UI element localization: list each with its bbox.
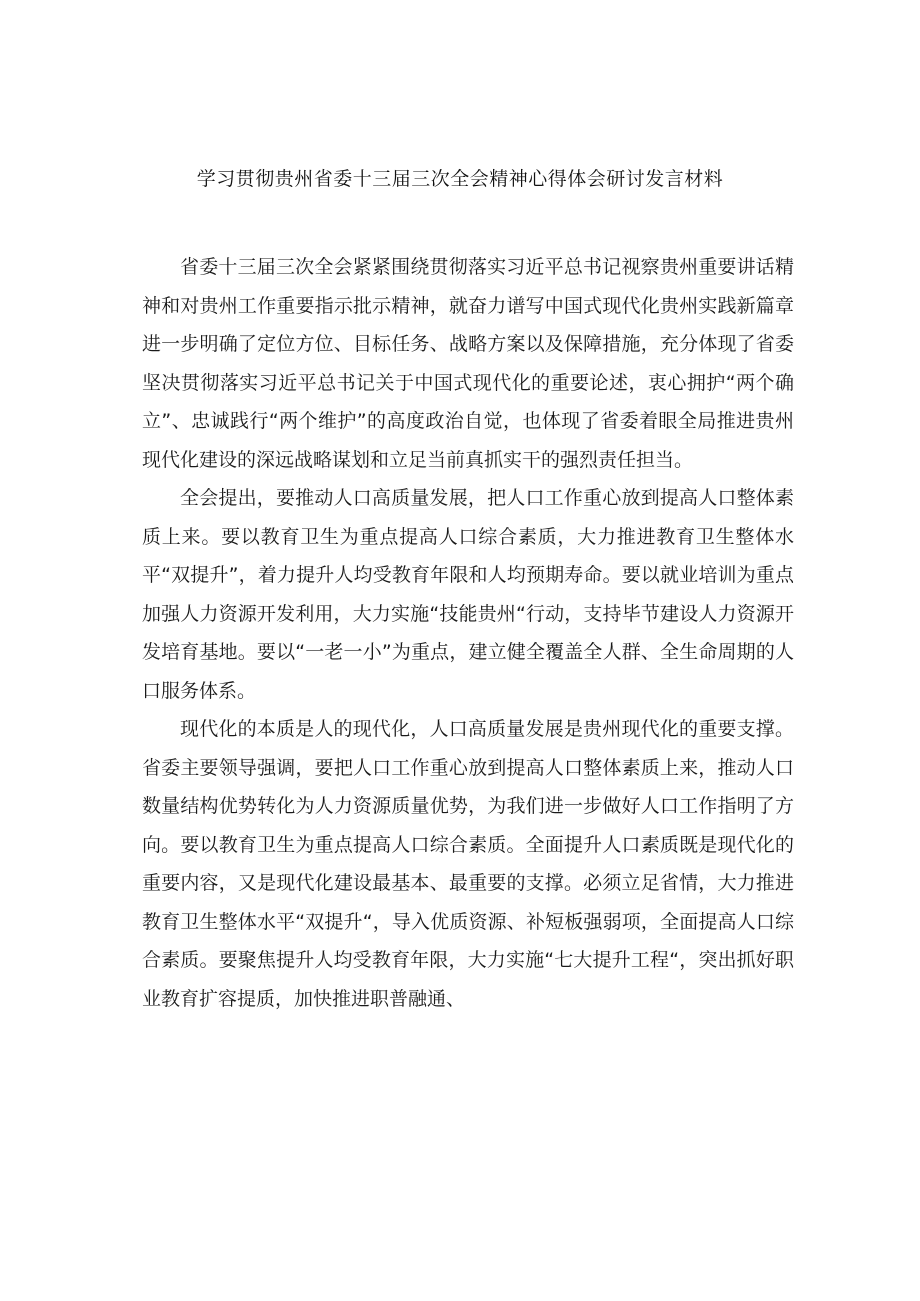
- paragraph-1: 省委十三届三次全会紧紧围绕贯彻落实习近平总书记视察贵州重要讲话精神和对贵州工作重要指示批示精神，就奋力谱写中国式现代化贵州实践新篇章进一步明确了定位方位、目标任务、战略方案以及保障措施，充分体现了省委坚决贯彻落实习近平总书记关于中国式现代化的重要论述，衷心拥护“两个确立”、忠诚践行“两个维护”的高度政治自觉，也体现了省委着眼全局推进贵州现代化建设的深远战略谋划和立足当前真抓实干的强烈责任担当。: [142, 256, 794, 471]
- document-body: [142, 248, 794, 1018]
- document-title: 学习贯彻贵州省委十三届三次全会精神心得体会研讨发言材料: [196, 168, 724, 190]
- paragraph-2: 全会提出，要推动人口高质量发展，把人口工作重心放到提高人口整体素质上来。要以教育卫生为重点提高人口综合素质，大力推进教育卫生整体水平“双提升”，着力提升人均受教育年限和人均预期寿命。要以就业培训为重点加强人力资源开发利用，大力实施“技能贵州“行动，支持毕节建设人力资源开发培育基地。要以“一老一小”为重点，建立健全覆盖全人群、全生命周期的人口服务体系。: [142, 487, 794, 702]
- paragraph-3: 现代化的本质是人的现代化，人口高质量发展是贵州现代化的重要支撑。省委主要领导强调，要把人口工作重心放到提高人口整体素质上来，推动人口数量结构优势转化为人力资源质量优势，为我们进一步做好人口工作指明了方向。要以教育卫生为重点提高人口综合素质。全面提升人口素质既是现代化的重要内容，又是现代化建设最基本、最重要的支撑。必须立足省情，大力推进教育卫生整体水平“双提升“，导入优质资源、补短板强弱项，全面提高人口综合素质。要聚焦提升人均受教育年限，大力实施“七大提升工程“，突出抓好职业教育扩容提质，加快推进职普融通、: [142, 718, 794, 1010]
